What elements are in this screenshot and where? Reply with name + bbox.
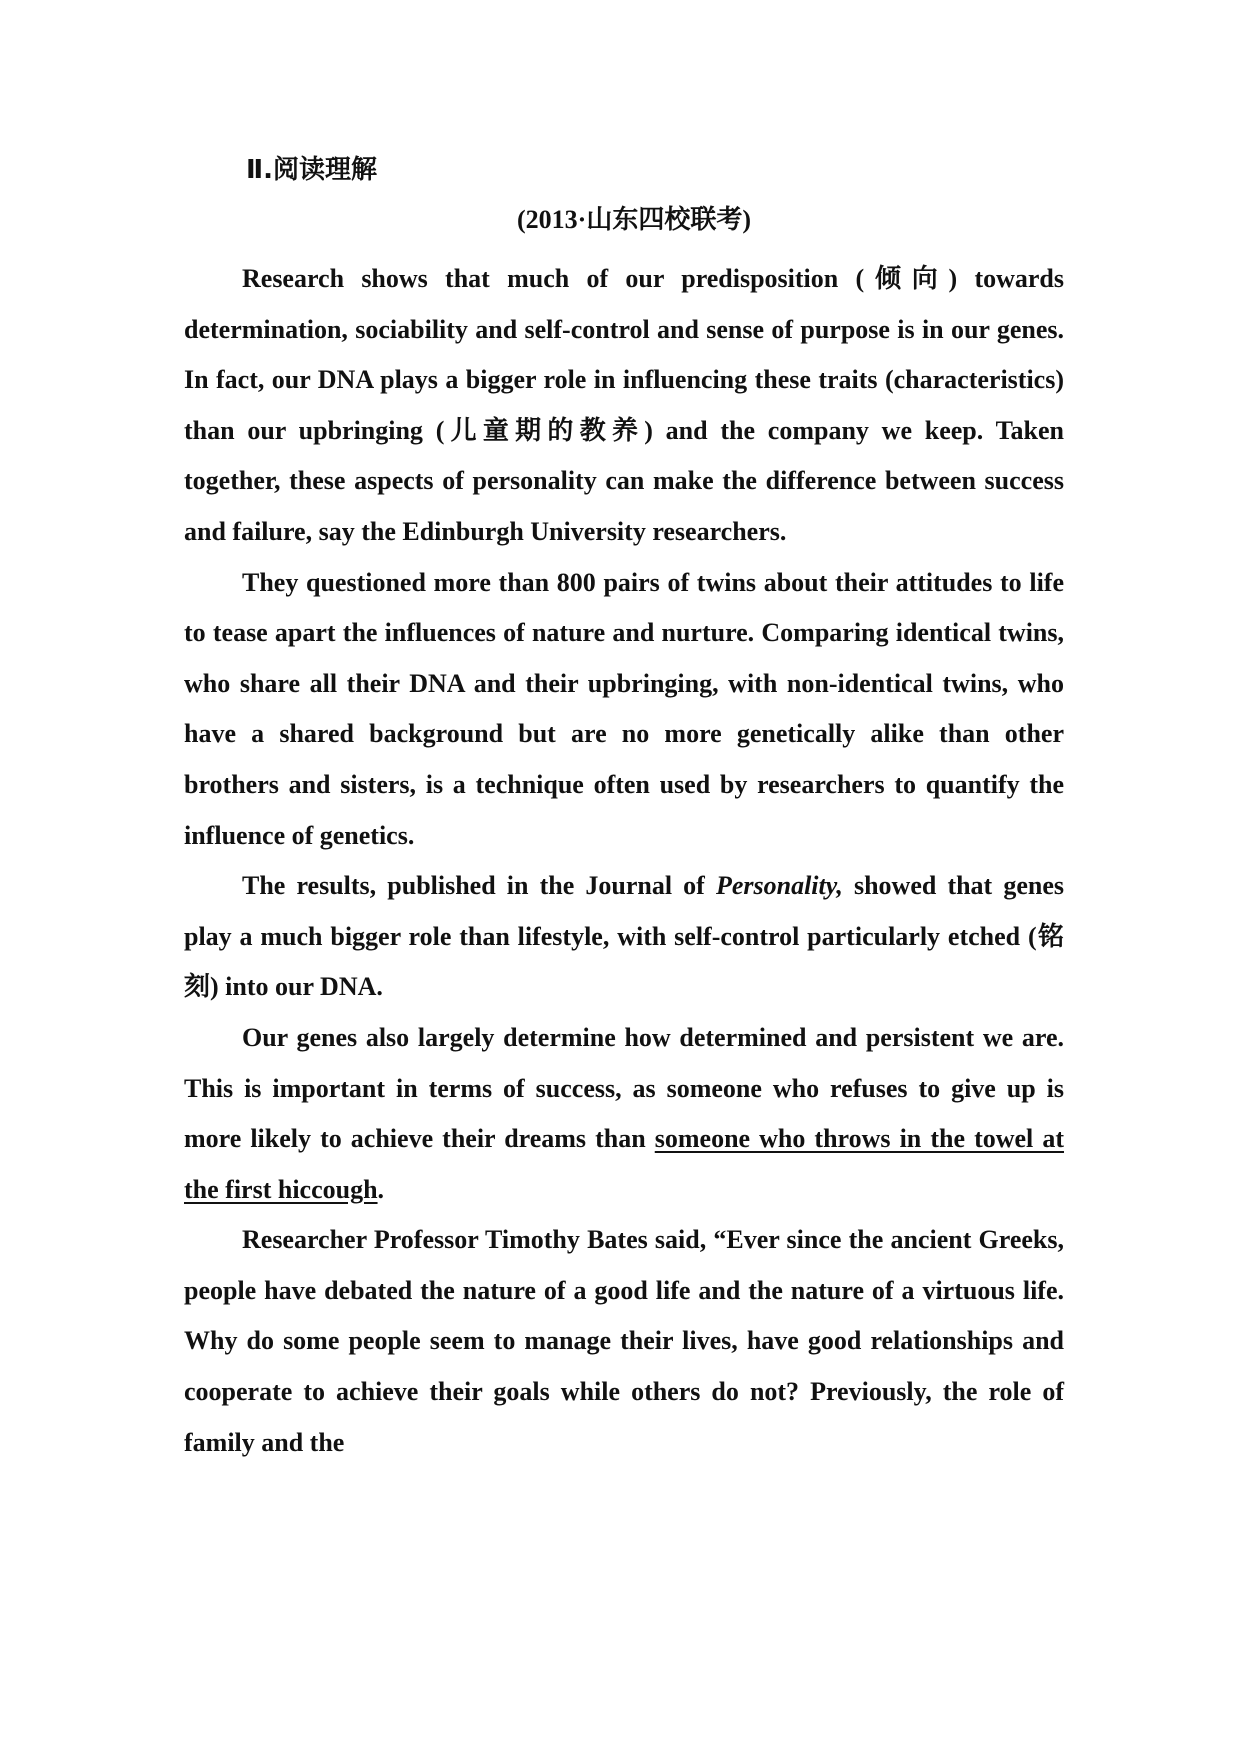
paragraph-1-text-b: ) towards determination, sociability and self-control and sense of purpose is in our genes. In fact, our DNA plays a bigger role in influencing these traits (characteristics) than our upbringing ( <box>184 264 1064 445</box>
paragraph-3-text-b: showed that genes play a much bigger role than lifestyle, with self-control particularly etched ( <box>184 871 1064 951</box>
source-line <box>184 200 1064 240</box>
paragraph-4-text-a: Our genes also largely determine how determined and persistent we are. This is important in terms of success, as someone who refuses to give up is more likely to achieve their dreams than <box>184 1022 1064 1154</box>
source-close: ) <box>742 205 752 234</box>
paragraph-4 <box>184 1013 1064 1215</box>
journal-title: Personality, <box>715 871 843 901</box>
paragraph-3-text-c: ) into our DNA. <box>210 972 383 1002</box>
paragraph-2: They questioned more than 800 pairs of twins about their attitudes to life to tease apart the influences of nature and nurture. Comparing identical twins, who share all their DNA and their upbringing, with non-identical twins, who have a shared background but are no more genetically alike than other brothers and sisters, is a technique often used by researchers to quantify the influence of genetics. <box>184 567 1064 850</box>
paragraph-1 <box>184 254 1064 558</box>
paragraph-1-gloss-a: 倾向 <box>864 264 949 294</box>
paragraph-3-gloss: 铭刻 <box>184 921 1064 1003</box>
paragraph-3-text-a: The results, published in the Journal of <box>242 871 716 901</box>
document-page <box>184 150 1064 1468</box>
source-open: (2013· <box>516 205 587 234</box>
paragraph-1-text-c: ) and the company we keep. Taken together, these aspects of personality can make the difference between success and failure, say the Edinburgh University researchers. <box>184 415 1064 546</box>
paragraph-3 <box>184 861 1064 1013</box>
paragraph-1-text-a: Research shows that much of our predisposition ( <box>242 264 865 293</box>
paragraph-4-text-b: . <box>377 1174 385 1204</box>
paragraph-5: Researcher Professor Timothy Bates said, “Ever since the ancient Greeks, people have debated the nature of a good life and the nature of a virtuous life. Why do some people seem to manage their lives, have good relationships and cooperate to achieve their goals while others do not? Previously, the role of family and the <box>184 1225 1064 1457</box>
source-name: 山东四校联考 <box>586 205 743 235</box>
underlined-phrase: someone who throws in the towel at the first hiccough <box>184 1124 1064 1204</box>
paragraph-1-gloss-b: 儿童期的教养 <box>444 415 645 446</box>
section-heading: Ⅱ.阅读理解 <box>246 155 378 185</box>
